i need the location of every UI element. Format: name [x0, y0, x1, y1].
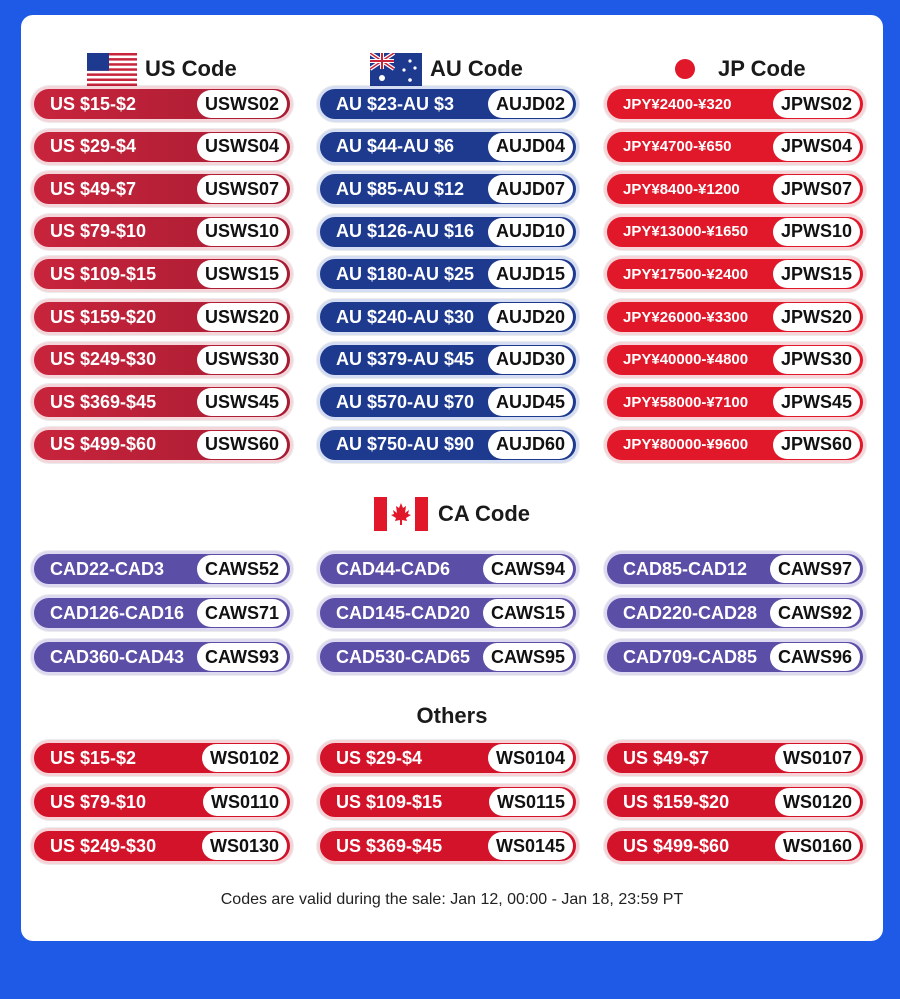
coupon-amount: US $15-$2 [50, 747, 137, 768]
jp-flag-icon [674, 58, 696, 80]
coupon-code[interactable]: JPWS02 [773, 90, 860, 118]
us-coupon-row[interactable] [31, 214, 293, 250]
validity-note: Codes are valid during the sale: Jan 12, 00:00 - Jan 18, 23:59 PT [220, 891, 684, 908]
coupon-amount: CAD220-CAD28 [623, 602, 758, 623]
jp-code-title: JP Code [718, 56, 806, 81]
au-coupon-row[interactable] [317, 299, 579, 335]
coupon-amount: US $249-$30 [50, 835, 157, 856]
coupon-amount: AU $180-AU $25 [336, 263, 475, 284]
others-coupon-row[interactable] [604, 828, 866, 864]
coupon-amount: JPY¥17500-¥2400 [623, 265, 749, 283]
us-coupon-row[interactable] [31, 384, 293, 420]
coupon-amount: JPY¥13000-¥1650 [623, 223, 749, 241]
ca-code-title: CA Code [437, 501, 531, 526]
coupon-amount: AU $126-AU $16 [336, 221, 475, 242]
ca-flag-icon [374, 497, 428, 531]
coupon-code[interactable]: AUJD45 [488, 388, 573, 416]
us-coupon-row[interactable] [31, 299, 293, 335]
au-coupon-row[interactable] [317, 384, 579, 420]
coupon-amount: US $369-$45 [336, 835, 443, 856]
au-code-title: AU Code [430, 56, 523, 81]
coupon-amount: US $79-$10 [50, 221, 147, 242]
us-flag-icon [87, 53, 137, 86]
coupon-amount: AU $23-AU $3 [336, 93, 455, 114]
ca-coupon-row[interactable] [317, 639, 579, 675]
coupon-code[interactable]: USWS45 [197, 388, 287, 416]
us-coupon-row[interactable] [31, 256, 293, 292]
others-coupon-row[interactable] [317, 828, 579, 864]
us-code-title: US Code [145, 56, 237, 81]
coupon-code[interactable]: USWS07 [197, 175, 287, 203]
coupon-code[interactable]: USWS20 [197, 303, 287, 331]
au-code-header [370, 51, 523, 87]
coupon-amount: CAD360-CAD43 [50, 646, 185, 667]
ca-coupon-row[interactable] [31, 639, 293, 675]
coupon-amount: CAD530-CAD65 [336, 646, 471, 667]
us-coupon-row[interactable] [31, 342, 293, 378]
jp-coupon-row[interactable] [604, 171, 866, 207]
ca-coupon-row[interactable] [604, 595, 866, 631]
coupon-code[interactable]: CAWS71 [197, 599, 287, 627]
jp-coupon-row[interactable] [604, 427, 866, 463]
coupon-code[interactable]: JPWS10 [773, 218, 860, 246]
coupon-amount: US $29-$4 [336, 747, 423, 768]
coupon-code[interactable]: AUJD07 [488, 175, 573, 203]
coupon-code[interactable]: WS0160 [775, 832, 860, 860]
us-coupon-row[interactable] [31, 129, 293, 165]
coupon-code[interactable]: JPWS60 [773, 431, 860, 459]
coupon-amount: US $15-$2 [50, 93, 137, 114]
jp-coupon-row[interactable] [604, 86, 866, 122]
coupon-amount: CAD85-CAD12 [623, 558, 748, 579]
coupon-code[interactable]: CAWS95 [483, 643, 573, 671]
jp-coupon-row[interactable] [604, 299, 866, 335]
coupon-amount: JPY¥8400-¥1200 [623, 180, 740, 198]
others-coupon-row[interactable] [604, 740, 866, 776]
au-flag-icon [370, 53, 422, 86]
others-coupon-row[interactable] [31, 784, 293, 820]
coupon-code[interactable]: CAWS94 [483, 555, 573, 583]
coupon-code[interactable]: USWS02 [197, 90, 287, 118]
coupon-code[interactable]: CAWS15 [483, 599, 573, 627]
others-coupon-row[interactable] [31, 828, 293, 864]
coupon-amount: AU $750-AU $90 [336, 434, 475, 455]
ca-coupon-row[interactable] [31, 595, 293, 631]
ca-coupon-row[interactable] [317, 551, 579, 587]
others-coupon-row[interactable] [317, 740, 579, 776]
us-coupon-row[interactable] [31, 427, 293, 463]
coupon-amount: JPY¥40000-¥4800 [623, 351, 749, 369]
coupon-code[interactable]: CAWS92 [770, 599, 860, 627]
coupon-amount: JPY¥26000-¥3300 [623, 308, 749, 326]
coupon-code[interactable]: USWS10 [197, 218, 287, 246]
coupon-code[interactable]: USWS15 [197, 260, 287, 288]
coupon-amount: JPY¥2400-¥320 [623, 95, 732, 113]
au-coupon-row[interactable] [317, 86, 579, 122]
coupon-code[interactable]: AUJD15 [488, 260, 573, 288]
coupon-code[interactable]: CAWS93 [197, 643, 287, 671]
coupon-amount: US $369-$45 [50, 391, 157, 412]
coupon-amount: US $159-$20 [623, 791, 730, 812]
coupon-code[interactable]: JPWS30 [773, 346, 860, 374]
ca-coupon-row[interactable] [31, 551, 293, 587]
au-coupon-row[interactable] [317, 171, 579, 207]
coupon-code[interactable]: AUJD20 [488, 303, 573, 331]
coupon-amount: JPY¥4700-¥650 [623, 138, 732, 156]
coupon-amount: CAD22-CAD3 [50, 558, 165, 579]
jp-coupon-row[interactable] [604, 342, 866, 378]
coupon-code[interactable]: AUJD04 [488, 133, 573, 161]
coupon-code[interactable]: WS0145 [488, 832, 573, 860]
coupon-amount: CAD145-CAD20 [336, 602, 471, 623]
coupon-amount: JPY¥58000-¥7100 [623, 393, 749, 411]
au-coupon-row[interactable] [317, 427, 579, 463]
coupon-amount: US $159-$20 [50, 306, 157, 327]
jp-coupon-row[interactable] [604, 129, 866, 165]
coupon-code[interactable]: WS0120 [775, 788, 860, 816]
ca-coupon-row[interactable] [604, 551, 866, 587]
ca-coupon-row[interactable] [604, 639, 866, 675]
coupon-code[interactable]: JPWS04 [773, 133, 860, 161]
coupon-amount: US $49-$7 [50, 178, 137, 199]
coupon-amount: AU $379-AU $45 [336, 349, 475, 370]
coupon-code[interactable]: USWS04 [197, 133, 287, 161]
coupon-code[interactable]: WS0130 [202, 832, 287, 860]
coupon-amount: US $499-$60 [623, 835, 730, 856]
au-coupon-row[interactable] [317, 256, 579, 292]
ca-coupon-row[interactable] [317, 595, 579, 631]
coupon-code[interactable]: AUJD60 [488, 431, 573, 459]
jp-coupon-row[interactable] [604, 384, 866, 420]
coupon-code[interactable]: JPWS45 [773, 388, 860, 416]
coupon-amount: CAD709-CAD85 [623, 646, 758, 667]
coupon-amount: AU $570-AU $70 [336, 391, 475, 412]
coupon-code[interactable]: USWS30 [197, 346, 287, 374]
coupon-code[interactable]: CAWS97 [770, 555, 860, 583]
coupon-amount: CAD44-CAD6 [336, 558, 451, 579]
us-coupon-row[interactable] [31, 86, 293, 122]
coupon-code[interactable]: JPWS20 [773, 303, 860, 331]
ca-code-header [21, 497, 883, 531]
coupon-code[interactable]: AUJD10 [488, 218, 573, 246]
coupon-amount: US $109-$15 [50, 263, 157, 284]
coupon-amount: US $29-$4 [50, 136, 137, 157]
others-coupon-row[interactable] [317, 784, 579, 820]
others-coupon-row[interactable] [31, 740, 293, 776]
us-coupon-row[interactable] [31, 171, 293, 207]
au-coupon-row[interactable] [317, 129, 579, 165]
coupon-code[interactable]: USWS60 [197, 431, 287, 459]
coupon-code[interactable]: CAWS96 [770, 643, 860, 671]
jp-coupon-row[interactable] [604, 256, 866, 292]
coupon-code[interactable]: WS0110 [203, 788, 287, 816]
coupon-amount: JPY¥80000-¥9600 [623, 436, 749, 454]
coupon-code[interactable]: JPWS07 [773, 175, 860, 203]
coupon-code[interactable]: WS0107 [775, 744, 860, 772]
coupon-amount: AU $85-AU $12 [336, 178, 465, 199]
coupon-code[interactable]: JPWS15 [773, 260, 860, 288]
others-coupon-row[interactable] [604, 784, 866, 820]
coupon-amount: AU $44-AU $6 [336, 136, 455, 157]
coupon-amount: US $109-$15 [336, 791, 443, 812]
coupon-amount: US $249-$30 [50, 349, 157, 370]
coupon-amount: US $499-$60 [50, 434, 157, 455]
coupon-code[interactable]: WS0104 [488, 744, 573, 772]
coupon-code[interactable]: AUJD02 [488, 90, 573, 118]
au-coupon-row[interactable] [317, 214, 579, 250]
au-coupon-row[interactable] [317, 342, 579, 378]
coupon-amount: CAD126-CAD16 [50, 602, 185, 623]
coupon-card [21, 15, 883, 941]
coupon-code[interactable]: WS0115 [489, 788, 573, 816]
coupon-code[interactable]: AUJD30 [488, 346, 573, 374]
others-title: Others [416, 703, 488, 728]
jp-code-header [674, 51, 806, 87]
jp-coupon-row[interactable] [604, 214, 866, 250]
coupon-amount: US $79-$10 [50, 791, 147, 812]
coupon-code[interactable]: WS0102 [202, 744, 287, 772]
us-code-header [87, 51, 237, 87]
coupon-amount: US $49-$7 [623, 747, 710, 768]
coupon-amount: AU $240-AU $30 [336, 306, 475, 327]
coupon-code[interactable]: CAWS52 [197, 555, 287, 583]
